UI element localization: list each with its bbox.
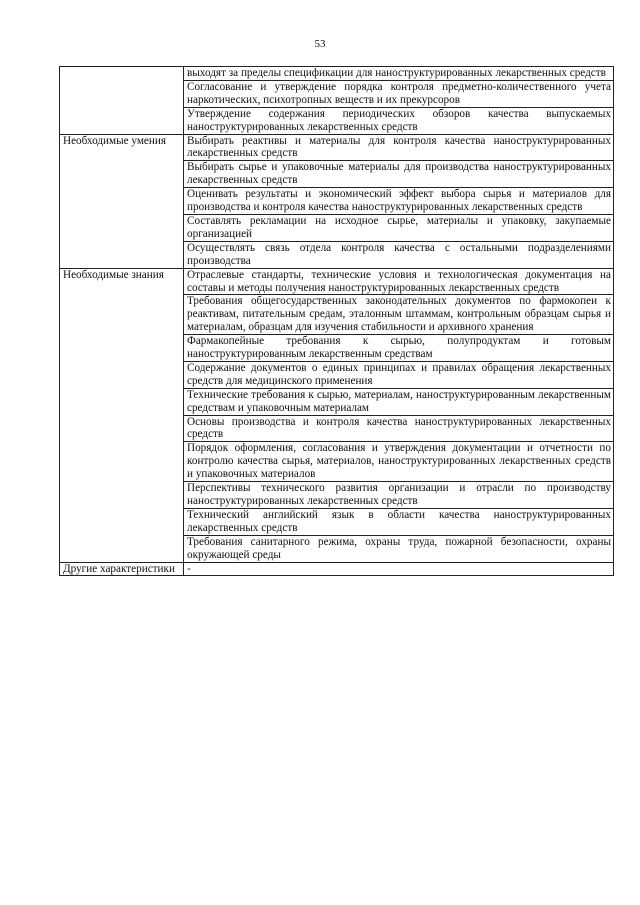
requirement-cell: Осуществлять связь отдела контроля качества с остальными подразделениями производства <box>184 241 614 268</box>
requirement-cell: Выбирать реактивы и материалы для контроля качества наноструктурированных лекарственных средств <box>184 134 614 161</box>
section-label <box>60 67 184 135</box>
requirement-cell: Оценивать результаты и экономический эффект выбора сырья и материалов для производства и контроля качества наноструктурированных лекарственных средств <box>184 188 614 215</box>
section-label: Другие характеристики <box>60 562 184 576</box>
requirement-cell: - <box>184 562 614 576</box>
requirement-cell: Порядок оформления, согласования и утверждения документации и отчетности по контролю качества сырья, материалов, наноструктурированных лекарственных средств и упаковочных материалов <box>184 442 614 482</box>
requirement-cell: Фармакопейные требования к сырью, полупродуктам и готовым наноструктурированным лекарственным средствам <box>184 335 614 362</box>
competency-table-body <box>60 67 614 576</box>
requirement-cell: Требования санитарного режима, охраны труда, пожарной безопасности, охраны окружающей среды <box>184 535 614 562</box>
requirement-cell: Требования общегосударственных законодательных документов по фармокопеи к реактивам, питательным средам, эталонным штаммам, контрольным образцам сырья и материалам, образцам для изучения стабильности и архивного хранения <box>184 295 614 335</box>
requirement-cell: Технические требования к сырью, материалам, наноструктурированным лекарственным средствам и упаковочным материалам <box>184 388 614 415</box>
requirement-cell: Содержание документов о единых принципах и правилах обращения лекарственных средств для медицинского применения <box>184 361 614 388</box>
requirement-cell: Отраслевые стандарты, технические условия и технологическая документация на составы и методы получения наноструктурированных лекарственных средств <box>184 268 614 295</box>
requirement-cell: Согласование и утверждение порядка контроля предметно-количественного учета наркотических, психотропных веществ и их прекурсоров <box>184 80 614 107</box>
page-number: 53 <box>314 38 326 50</box>
section-label: Необходимые знания <box>60 268 184 562</box>
requirement-cell: Выбирать сырье и упаковочные материалы для производства наноструктурированных лекарственных средств <box>184 161 614 188</box>
requirement-cell: выходят за пределы спецификации для наноструктурированных лекарственных средств <box>184 67 614 81</box>
requirement-cell: Основы производства и контроля качества наноструктурированных лекарственных средств <box>184 415 614 442</box>
requirement-cell: Утверждение содержания периодических обзоров качества выпускаемых наноструктурированных лекарственных средств <box>184 107 614 134</box>
table-row <box>60 67 614 81</box>
section-label: Необходимые умения <box>60 134 184 268</box>
requirement-cell: Технический английский язык в области качества наноструктурированных лекарственных средств <box>184 508 614 535</box>
requirement-cell: Составлять рекламации на исходное сырье, материалы и упаковку, закупаемые организацией <box>184 214 614 241</box>
table-row <box>60 562 614 576</box>
table-row <box>60 134 614 161</box>
competency-table <box>59 66 614 576</box>
requirement-cell: Перспективы технического развития организации и отрасли по производству наноструктурированных лекарственных средств <box>184 482 614 509</box>
table-row <box>60 268 614 295</box>
